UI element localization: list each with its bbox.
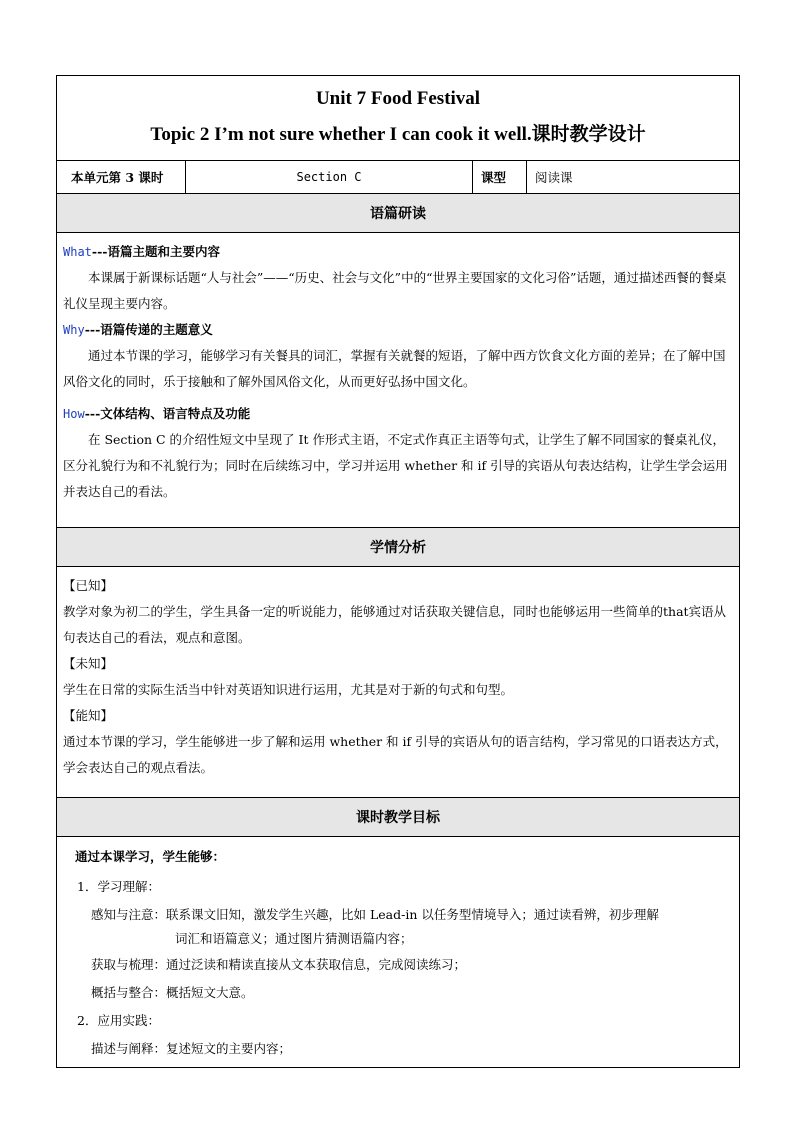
lesson-type-value: 阅读课 <box>527 161 740 194</box>
lesson-number: 本单元第 3 课时 <box>57 161 186 194</box>
objective-item-1: 1．学习理解： <box>77 879 160 894</box>
why-label-en: Why <box>63 323 85 337</box>
objectives-body <box>57 837 740 1068</box>
summarize-line: 概括与整合：概括短文大意。 <box>91 985 254 1000</box>
known-text: 教学对象为初二的学生，学生具备一定的听说能力，能够通过对话获取关键信息，同时也能够运用一些简单的that宾语从句表达自己的看法，观点和意图。 <box>63 604 727 645</box>
obtain-line: 获取与梳理：通过泛读和精读直接从文本获取信息，完成阅读练习； <box>91 957 467 972</box>
how-label-cn: ---文体结构、语言特点及功能 <box>84 406 251 421</box>
what-label-en: What <box>63 245 92 259</box>
describe-line: 描述与阐释：复述短文的主要内容； <box>91 1041 292 1056</box>
meta-row <box>57 161 740 194</box>
lesson-plan-page <box>56 75 739 1068</box>
title-cell <box>57 76 740 161</box>
lesson-plan-table <box>56 75 740 1068</box>
what-text: 本课属于新课标话题“人与社会”——“历史、社会与文化”中的“世界主要国家的文化习俗”话题，通过描述西餐的餐桌礼仪呈现主要内容。 <box>63 270 727 311</box>
perceive-line-1: 感知与注意：联系课文旧知，激发学生兴趣，比如 Lead-in 以任务型情境导入；通过读看辨，初步理解 <box>91 907 659 922</box>
unknown-text: 学生在日常的实际生活当中针对英语知识进行运用，尤其是对于新的句式和句型。 <box>63 682 514 697</box>
text-study-body <box>57 233 740 528</box>
text-study-heading: 语篇研读 <box>57 194 740 233</box>
what-label <box>63 239 735 265</box>
can-text: 通过本节课的学习，学生能够进一步了解和运用 whether 和 if 引导的宾语从句的语言结构，学习常见的口语表达方式，学会表达自己的观点看法。 <box>63 734 728 775</box>
why-label-cn: ---语篇传递的主题意义 <box>84 322 213 337</box>
lesson-type-label: 课型 <box>473 161 527 194</box>
topic-title: Topic 2 I’m not sure whether I can cook it well.课时教学设计 <box>150 124 646 145</box>
objectives-heading: 课时教学目标 <box>57 798 740 837</box>
unknown-label: 【未知】 <box>63 656 114 671</box>
analysis-heading: 学情分析 <box>57 528 740 567</box>
why-label <box>63 317 735 343</box>
unit-title: Unit 7 Food Festival <box>315 88 481 109</box>
perceive-line-2: 词汇和语篇意义；通过图片猜测语篇内容； <box>175 931 413 946</box>
known-label: 【已知】 <box>63 578 114 593</box>
how-label <box>63 401 735 427</box>
section-name: Section C <box>186 161 473 194</box>
what-label-cn: ---语篇主题和主要内容 <box>91 244 220 259</box>
can-label: 【能知】 <box>63 708 114 723</box>
how-text: 在 Section C 的介绍性短文中呈现了 It 作形式主语，不定式作真正主语等句式，让学生了解不同国家的餐桌礼仪，区分礼貌行为和不礼貌行为；同时在后续练习中，学习并运用 whether 和 if 引导的宾语从句表达结构，让学生学会运用并表达自己的看法。 <box>63 432 728 499</box>
how-label-en: How <box>63 407 85 421</box>
objectives-intro: 通过本课学习，学生能够： <box>75 849 226 864</box>
analysis-body <box>57 567 740 798</box>
objective-item-2: 2．应用实践： <box>77 1013 160 1028</box>
why-text: 通过本节课的学习，能够学习有关餐具的词汇，掌握有关就餐的短语，了解中西方饮食文化方面的差异；在了解中国风俗文化的同时，乐于接触和了解外国风俗文化，从而更好弘扬中国文化。 <box>63 348 726 389</box>
